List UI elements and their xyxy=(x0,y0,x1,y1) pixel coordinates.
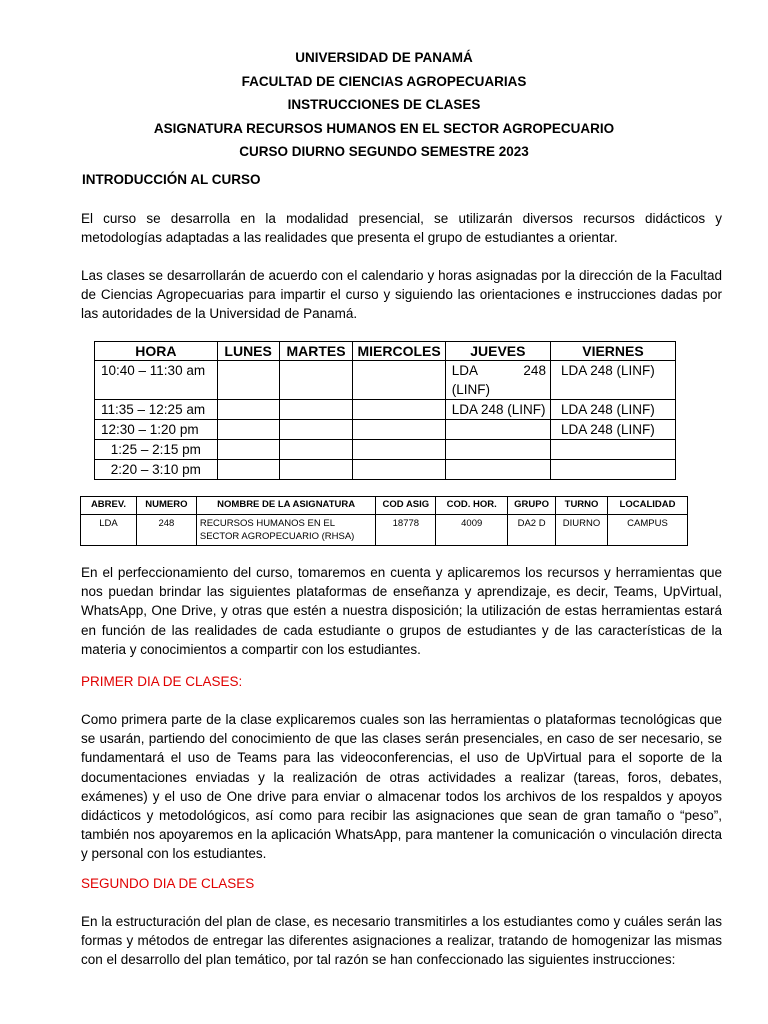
schedule-cell xyxy=(217,361,279,400)
schedule-header-cell: JUEVES xyxy=(445,342,550,361)
course-cell: 248 xyxy=(136,515,196,546)
schedule-cell xyxy=(279,460,353,480)
schedule-header-row xyxy=(95,342,676,361)
schedule-cell: LDA 248 (LINF) xyxy=(550,400,675,420)
schedule-cell xyxy=(353,440,445,460)
course-cell: CAMPUS xyxy=(608,515,688,546)
schedule-cell: 11:35 – 12:25 am xyxy=(95,400,218,420)
schedule-cell xyxy=(353,400,445,420)
schedule-cell xyxy=(279,440,353,460)
schedule-header-cell: LUNES xyxy=(217,342,279,361)
course-header-cell: GRUPO xyxy=(508,497,556,515)
schedule-cell: LDA 248 (LINF) xyxy=(550,361,675,400)
course-cell: RECURSOS HUMANOS EN EL SECTOR AGROPECUARIO (RHSA) xyxy=(196,515,376,546)
paragraph-second-day: En la estructuración del plan de clase, es necesario transmitirles a los estudiantes como y cuáles serán las formas y métodos de entregar las diferentes asignaciones a realizar, tratando de homogenizar las mismas con el desarrollo del plan temático, por tal razón se han confeccionado las siguientes instrucciones: xyxy=(81,914,722,968)
schedule-cell xyxy=(217,460,279,480)
schedule-cell xyxy=(279,361,353,400)
schedule-table xyxy=(94,341,676,480)
course-header-cell: ABREV. xyxy=(81,497,137,515)
schedule-cell: 10:40 – 11:30 am xyxy=(95,361,218,400)
course-cell: DA2 D xyxy=(508,515,556,546)
schedule-cell xyxy=(353,361,445,400)
schedule-cell xyxy=(353,420,445,440)
schedule-cell xyxy=(217,400,279,420)
course-cell: DIURNO xyxy=(556,515,608,546)
course-header-cell: NUMERO xyxy=(136,497,196,515)
schedule-row xyxy=(95,420,676,440)
course-cell: LDA xyxy=(81,515,137,546)
course-row xyxy=(81,515,688,546)
schedule-cell xyxy=(445,460,550,480)
course-header-cell: NOMBRE DE LA ASIGNATURA xyxy=(196,497,376,515)
schedule-cell: LDA 248 (LINF) xyxy=(550,420,675,440)
paragraph-platforms: En el perfeccionamiento del curso, tomaremos en cuenta y aplicaremos los recursos y herramientas que nos puedan brindar las siguientes plataformas de enseñanza y aprendizaje, es decir, Teams, UpVirtual, WhatsApp, One Drive, y otras que estén a nuestra disposición; la utilización de estas herramientas estará en función de las realidades de cada estudiante o grupos de estudiantes y de las características de la materia y conocimientos a compartir con los estudiantes. xyxy=(81,565,722,657)
schedule-cell xyxy=(279,400,353,420)
schedule-cell: 2:20 – 3:10 pm xyxy=(95,460,218,480)
schedule-cell: 1:25 – 2:15 pm xyxy=(95,440,218,460)
header-instructions: INSTRUCCIONES DE CLASES xyxy=(287,97,481,112)
schedule-header-cell: VIERNES xyxy=(550,342,675,361)
schedule-cell xyxy=(550,460,675,480)
paragraph-modality: El curso se desarrolla en la modalidad presencial, se utilizarán diversos recursos didácticos y metodologías adaptadas a las realidades que presenta el grupo de estudiantes a orientar. xyxy=(81,211,722,246)
header-subject: ASIGNATURA RECURSOS HUMANOS EN EL SECTOR AGROPECUARIO xyxy=(153,120,615,136)
course-header-cell: COD ASIG xyxy=(376,497,436,515)
course-header-cell: TURNO xyxy=(556,497,608,515)
schedule-row xyxy=(95,460,676,480)
paragraph-schedule: Las clases se desarrollarán de acuerdo con el calendario y horas asignadas por la dirección de la Facultad de Ciencias Agropecuarias para impartir el curso y siguiendo las orientaciones e instrucciones dadas por las autoridades de la Universidad de Panamá. xyxy=(81,268,722,322)
course-header-cell: COD. HOR. xyxy=(436,497,508,515)
paragraph-first-day: Como primera parte de la clase explicaremos cuales son las herramientas o plataformas tecnológicas que se usarán, partiendo del conocimiento de que las clases serán presenciales, en caso de ser necesario, se fundamentará el uso de Teams para las videoconferencias, el uso de UpVirtual para el soporte de la documentaciones enviadas y la realización de otras actividades a realizar (tareas, foros, debates, exámenes) y el uso de One drive para enviar o almacenar todos los archivos de los respaldos y apoyos didácticos y metodológicos, así como para recibir las asignaciones que sean de gran tamaño o “peso”, también nos apoyaremos en la aplicación WhatsApp, para mantener la comunicación o vinculación directa y personal con los estudiantes. xyxy=(81,712,722,862)
schedule-row xyxy=(95,440,676,460)
heading-second-day: SEGUNDO DIA DE CLASES xyxy=(81,876,255,891)
schedule-row xyxy=(95,361,676,400)
schedule-header-cell: MIERCOLES xyxy=(353,342,445,361)
schedule-cell xyxy=(550,440,675,460)
heading-first-day: PRIMER DIA DE CLASES: xyxy=(81,674,243,689)
course-cell: 4009 xyxy=(436,515,508,546)
schedule-header-cell: MARTES xyxy=(279,342,353,361)
header-faculty: FACULTAD DE CIENCIAS AGROPECUARIAS xyxy=(241,73,527,89)
document-header xyxy=(0,46,768,164)
schedule-cell xyxy=(217,440,279,460)
intro-title: INTRODUCCIÓN AL CURSO xyxy=(82,172,261,187)
schedule-cell xyxy=(445,440,550,460)
schedule-cell xyxy=(279,420,353,440)
course-header-row xyxy=(81,497,688,515)
schedule-row xyxy=(95,400,676,420)
course-header-cell: LOCALIDAD xyxy=(608,497,688,515)
schedule-cell: LDA 248 (LINF) xyxy=(445,361,550,400)
course-cell: 18778 xyxy=(376,515,436,546)
schedule-cell: 12:30 – 1:20 pm xyxy=(95,420,218,440)
schedule-cell xyxy=(353,460,445,480)
schedule-cell xyxy=(217,420,279,440)
schedule-cell: LDA 248 (LINF) xyxy=(445,400,550,420)
header-course: CURSO DIURNO SEGUNDO SEMESTRE 2023 xyxy=(239,144,529,159)
header-university: UNIVERSIDAD DE PANAMÁ xyxy=(295,50,473,65)
schedule-header-cell: HORA xyxy=(95,342,218,361)
course-info-table xyxy=(80,496,688,546)
schedule-cell xyxy=(445,420,550,440)
